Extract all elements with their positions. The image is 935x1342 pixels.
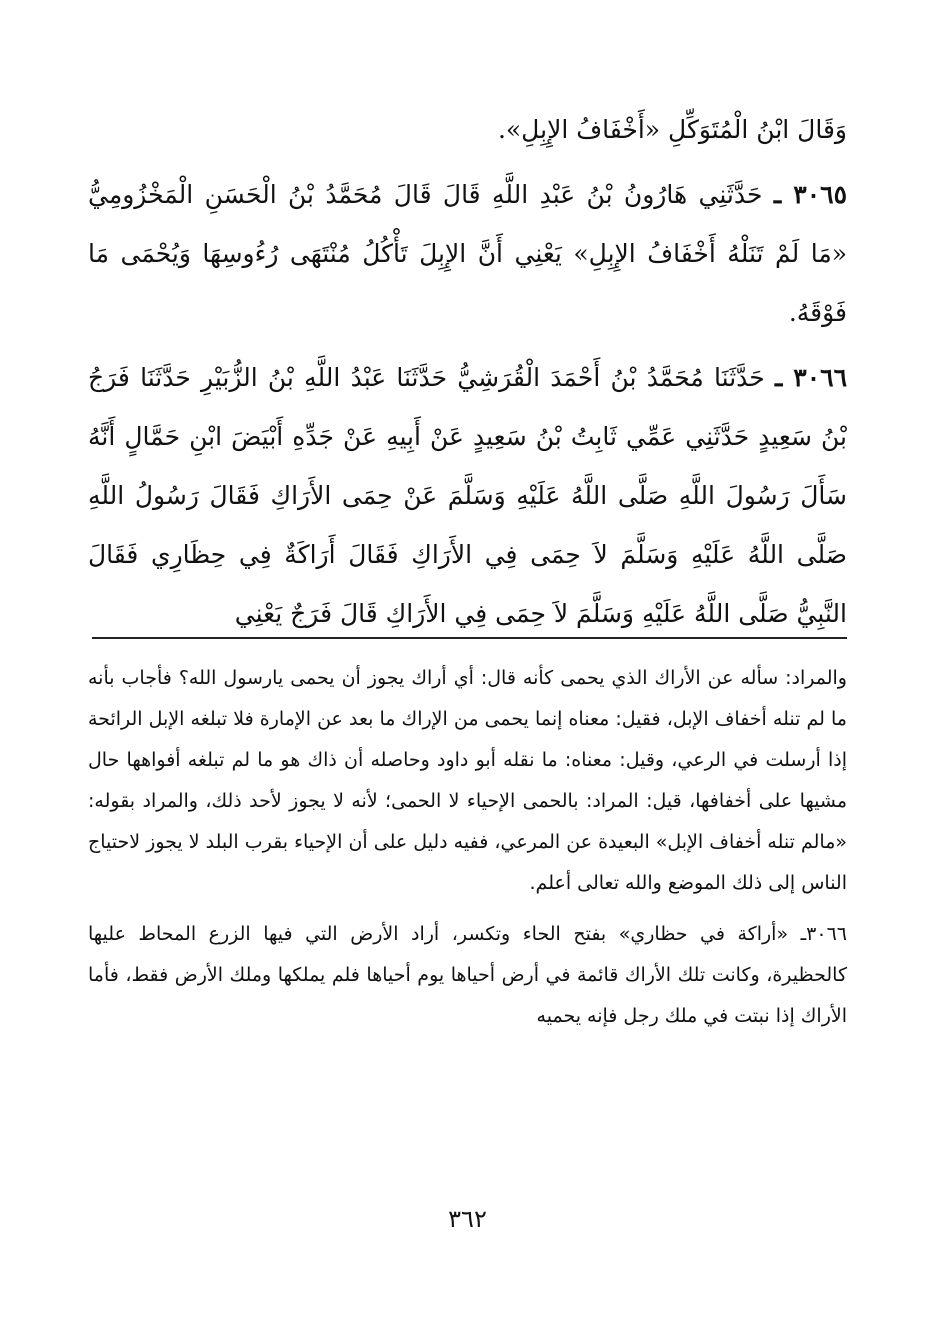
footnote-2	[88, 914, 847, 1037]
footnote-1	[88, 658, 847, 904]
continuation-text: وَقَالَ ابْنُ الْمُتَوَكِّلِ «أَخْفَافُ الإِبِلِ».	[497, 115, 847, 144]
hadith-number: ٣٠٦٦ ـ	[774, 363, 848, 392]
hadith-text: حَدَّثَنِي هَارُونُ بْنُ عَبْدِ اللَّهِ قَالَ قَالَ مُحَمَّدُ بْنُ الْحَسَنِ الْمَخْزُومِيُّ «مَا لَمْ تَنَلْهُ أَخْفَافُ الإِبِلِ» يَعْنِي أَنَّ الإِبِلَ تَأْكُلُ مُنْتَهَى رُءُوسِهَا وَيُحْمَى مَا فَوْقَهُ.	[88, 180, 847, 327]
page-number: ٣٦٢	[448, 1205, 487, 1233]
footnote-separator	[92, 637, 847, 639]
hadith-3065	[88, 165, 847, 342]
hadith-continuation-line	[88, 100, 847, 159]
hadith-text-block	[88, 100, 847, 649]
hadith-text: حَدَّثَنَا مُحَمَّدُ بْنُ أَحْمَدَ الْقُرَشِيُّ حَدَّثَنَا عَبْدُ اللَّهِ بْنُ الزُّبَيْرِ حَدَّثَنَا فَرَجُ بْنُ سَعِيدٍ حَدَّثَنِي عَمِّي ثَابِتُ بْنُ سَعِيدٍ عَنْ أَبِيهِ عَنْ جَدِّهِ أَبْيَضَ ابْنِ حَمَّالٍ أَنَّهُ سَأَلَ رَسُولَ اللَّهِ صَلَّى اللَّهُ عَلَيْهِ وَسَلَّمَ عَنْ حِمَى الأَرَاكِ فَقَالَ رَسُولُ اللَّهِ صَلَّى اللَّهُ عَلَيْهِ وَسَلَّمَ لاَ حِمَى فِي الأَرَاكِ فَقَالَ أَرَاكَةٌ فِي حِظَارِي فَقَالَ النَّبِيُّ صَلَّى اللَّهُ عَلَيْهِ وَسَلَّمَ لاَ حِمَى فِي الأَرَاكِ قَالَ فَرَجٌ يَعْنِي	[88, 363, 847, 628]
footnote-text: «أراكة في حظاري» بفتح الحاء وتكسر، أراد الأرض التي فيها الزرع المحاط عليها كالحظيرة، وكانت تلك الأراك قائمة في أرض أحياها يوم أحياها فلم يملكها وملك الأرض فقط، فأما الأراك إذا نبتت في ملك رجل فإنه يحميه	[88, 923, 847, 1027]
footnote-number: ٣٠٦٦ـ	[800, 923, 847, 945]
footnotes-block	[88, 658, 847, 1047]
hadith-number: ٣٠٦٥ ـ	[773, 180, 847, 209]
hadith-3066	[88, 348, 847, 643]
footnote-text: والمراد: سأله عن الأراك الذي يحمى كأنه قال: أي أراك يجوز أن يحمى يارسول الله؟ فأجاب بأنه ما لم تنله أخفاف الإبل، فقيل: معناه إنما يحمى من الإراك ما بعد عن الإمارة فلا تبلغه الإبل الرائحة إذا أرسلت في الرعي، وقيل: معناه: ما نقله أبو داود وحاصله أن ذاك هو ما لم تبلغه أفواهها حال مشيها على أخفافها، قيل: المراد: بالحمى الإحياء لا الحمى؛ لأنه لا يجوز لأحد ذلك، والمراد بقوله: «مالم تنله أخفاف الإبل» البعيدة عن المرعي، ففيه دليل على أن الإحياء بقرب البلد لا يجوز لاحتياج الناس إلى ذلك الموضع والله تعالى أعلم.	[88, 667, 847, 894]
